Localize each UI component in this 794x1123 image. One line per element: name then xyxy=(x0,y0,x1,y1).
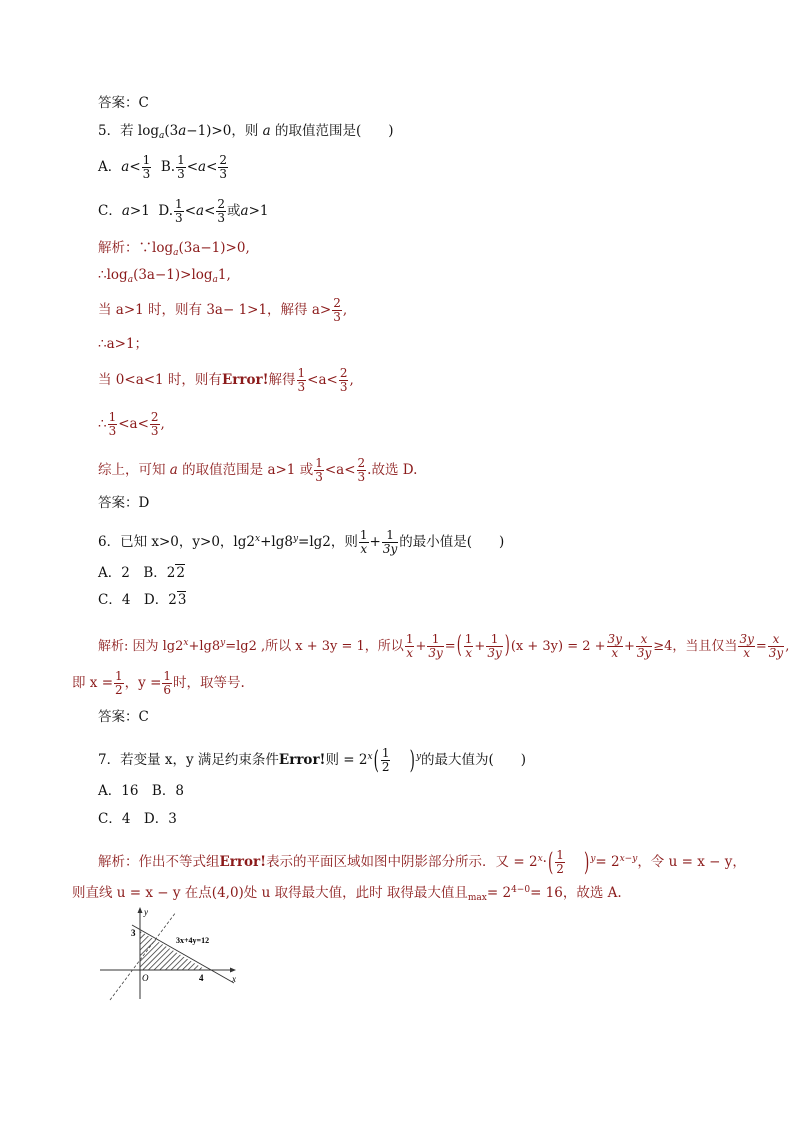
answer-q6: 答案：C xyxy=(98,709,149,725)
answer-q5: 答案：D xyxy=(98,495,150,511)
solution-6-line-1: 解析: 因为 $\lg 2^x+\lg 8^y=\lg 2$ ,所以 x + 3y = 1，所以 $\frac{1}{x}$ + $\frac{1}{3y}$ =( $\frac{1}{x}$ + $\frac{1}{3y}$ )(x + 3y) = 2 + $\frac{3y}{x}$ + $\frac{x}{3y}$ ≥4，当且仅当 $\frac{3y}{x}$ = $\frac{x}{3y}$ , xyxy=(98,631,790,660)
origin-label: O xyxy=(142,973,149,983)
error-field: Error! xyxy=(219,854,267,870)
question-7-stem: 7．若变量 x，y 满足约束条件Error!则 = $2^x$( $\frac{1}{2}$ )$^y$的最大值为( ) xyxy=(98,745,527,776)
answer-q4: 答案：C xyxy=(98,95,149,111)
solution-5-line-3: 当 a>1 时，则有 3a− 1>1，解得 a> $\frac{2}{3}$ , xyxy=(98,296,348,324)
question-5-options-ab: A．a< $\frac{1}{3}$ B. $\frac{1}{3}$ <a< $\frac{2}{3}$ xyxy=(98,153,228,181)
feasible-region-figure xyxy=(96,903,246,1003)
solution-5-line-6: ∴ $\frac{1}{3}$ <a< $\frac{2}{3}$ , xyxy=(98,410,165,438)
solution-7-line-2: 则直线 u = x − y 在点(4,0)处 u 取得最大值，此时 取得最大值且$_{max}= 2^{4-0}= 16$，故选 A. xyxy=(72,885,622,903)
solution-5-line-4: ∴a>1； xyxy=(98,336,149,352)
question-5-stem: 5．若 $\log_a(3a-1)>0$，则 a 的取值范围是( ) xyxy=(98,123,394,141)
question-5-options-cd: C．a>1 D. $\frac{1}{3}$ <a< $\frac{2}{3}$ 或a>1 xyxy=(98,197,269,225)
question-7-options-ab: A．16 B．8 xyxy=(98,783,184,799)
x-axis-arrow-icon xyxy=(230,968,236,973)
tick-label-4: 4 xyxy=(199,973,204,983)
question-7-options-cd: C．4 D．3 xyxy=(98,811,177,827)
solution-5-line-5: 当 0<a<1 时，则有Error!解得 $\frac{1}{3}$ <a< $\frac{2}{3}$ , xyxy=(98,366,354,394)
solution-5-line-7: 综上，可知 a 的取值范围是 a>1 或 $\frac{1}{3}$ <a< $\frac{2}{3}$ .故选 D. xyxy=(98,456,418,484)
tick-label-3: 3 xyxy=(131,928,136,938)
error-field: Error! xyxy=(221,372,269,388)
line-equation-label: 3x+4y=12 xyxy=(176,936,210,945)
error-field: Error! xyxy=(278,752,326,768)
solution-5-line-2: $\therefore\log_a(3a-1)>\log_a1$, xyxy=(98,267,231,285)
solution-7-line-1: 解析：作出不等式组Error!表示的平面区域如图中阴影部分所示．又 = $2^x\cdot$( $\frac{1}{2}$ )$^y= 2^{x-y}$，令 u = x − y， xyxy=(98,847,746,878)
y-axis-label: y xyxy=(144,907,148,917)
x-axis-label: x xyxy=(232,974,236,984)
solution-6-line-2: 即 x = $\frac{1}{2}$ ，y = $\frac{1}{6}$ 时，取等号. xyxy=(72,669,245,697)
y-axis-arrow-icon xyxy=(138,907,143,913)
solution-5-line-1: 解析：$\because\log_a(3a-1)>0$, xyxy=(98,240,250,258)
question-6-options-cd: C．4 D．23 xyxy=(98,592,187,608)
question-6-options-ab: A．2 B．22 xyxy=(98,565,185,581)
question-6-stem: 6．已知 x>0，y>0，$\lg 2^x+\lg 8^y=\lg 2$，则 $\frac{1}{x}$ + $\frac{1}{3y}$ 的最小值是( ) xyxy=(98,528,505,556)
